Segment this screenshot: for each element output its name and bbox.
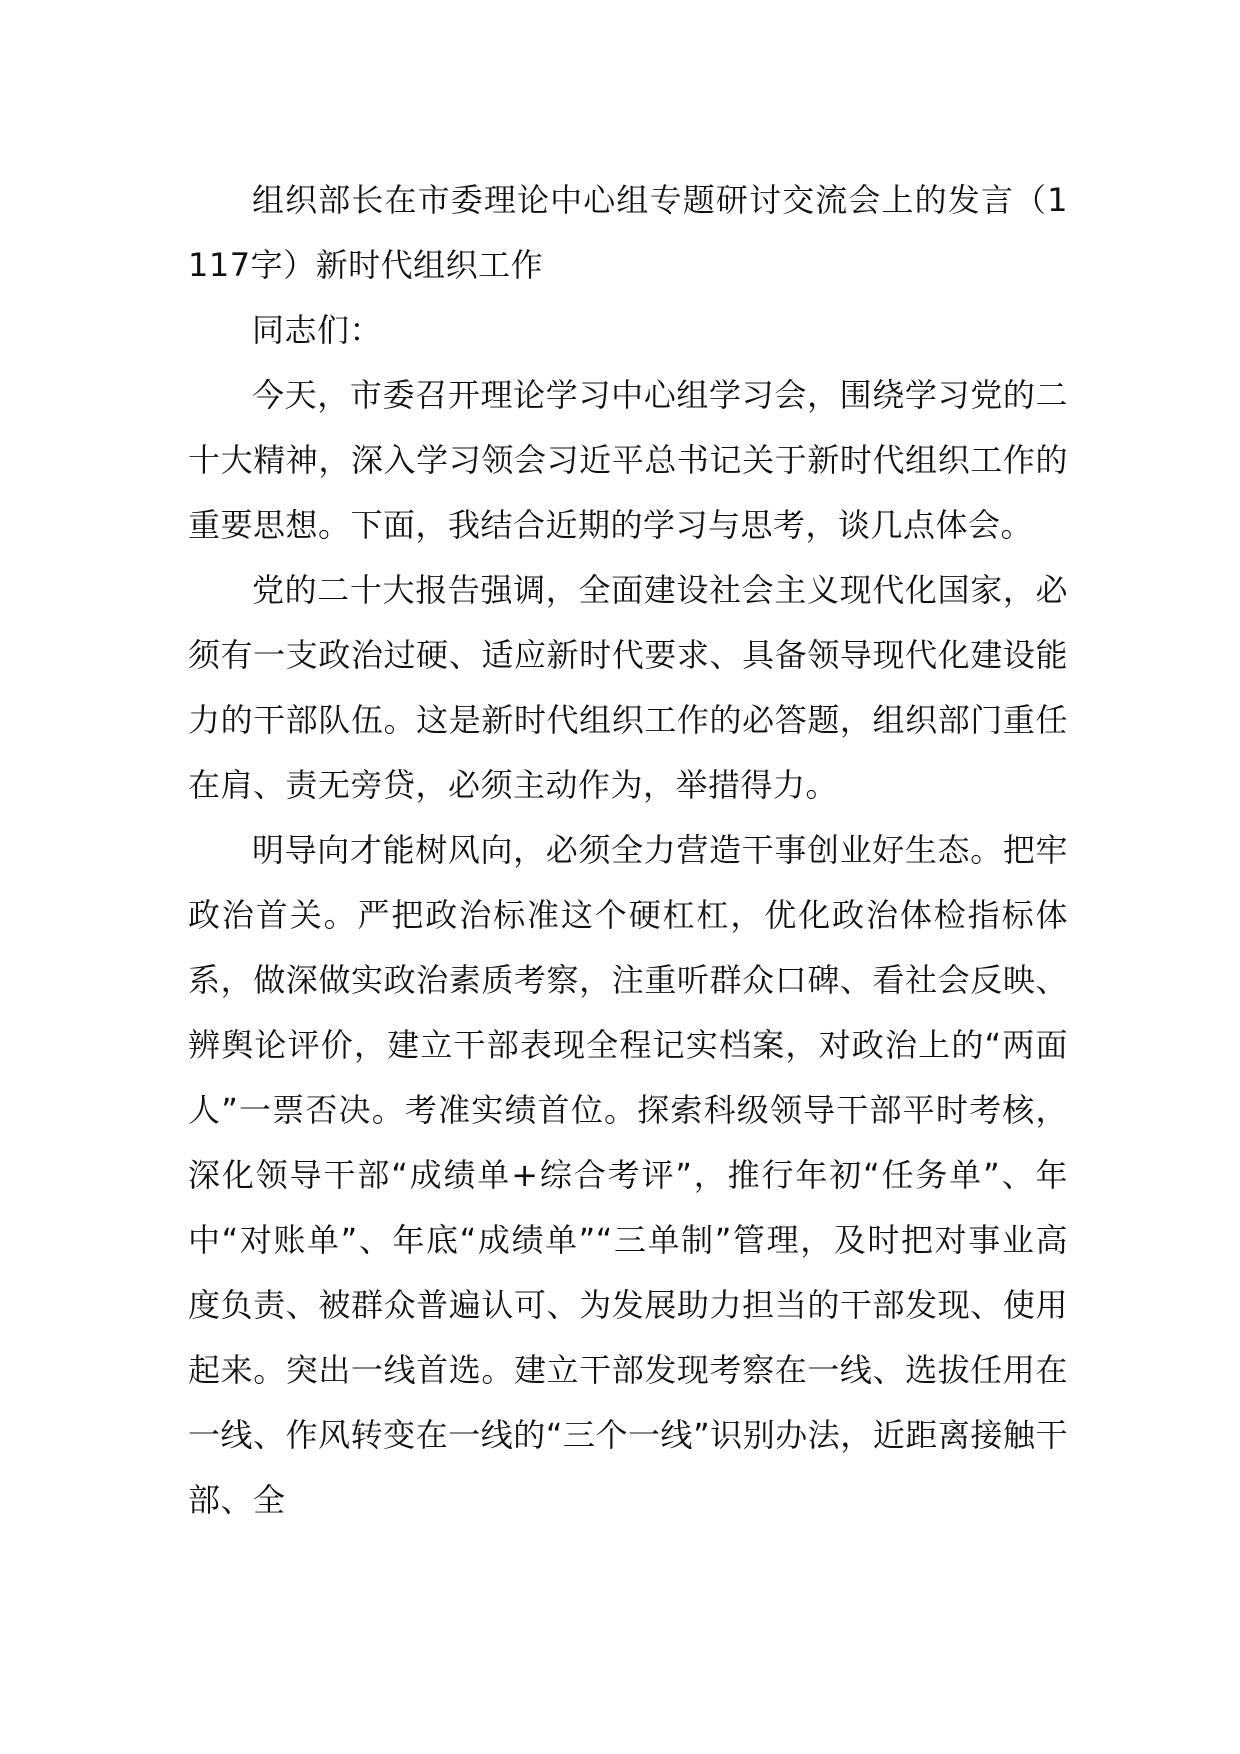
- paragraph-intro: 今天，市委召开理论学习中心组学习会，围绕学习党的二十大精神，深入学习领会习近平总书记关于新时代组织工作的重要思想。下面，我结合近期的学习与思考，谈几点体会。: [188, 376, 1068, 544]
- paragraph-guidance: 明导向才能树风向，必须全力营造干事创业好生态。把牢政治首关。严把政治标准这个硬杠杠，优化政治体检指标体系，做深做实政治素质考察，注重听群众口碑、看社会反映、辨舆论评价，建立干部表现全程记实档案，对政治上的“两面人”一票否决。考准实绩首位。探索科级领导干部平时考核，深化领导干部“成绩单+综合考评”，推行年初“任务单”、年中“对账单”、年底“成绩单”“三单制”管理，及时把对事业高度负责、被群众普遍认可、为发展助力担当的干部发现、使用起来。突出一线首选。建立干部发现考察在一线、选拔任用在一线、作风转变在一线的“三个一线”识别办法，近距离接触干部、全: [188, 831, 1068, 1519]
- paragraph-report: 党的二十大报告强调，全面建设社会主义现代化国家，必须有一支政治过硬、适应新时代要求、具备领导现代化建设能力的干部队伍。这是新时代组织工作的必答题，组织部门重任在肩、责无旁贷，必须主动作为，举措得力。: [188, 571, 1068, 804]
- document-title: 组织部长在市委理论中心组专题研讨交流会上的发言（1117字）新时代组织工作: [188, 181, 1068, 284]
- document-body: [188, 168, 1068, 1533]
- salutation: 同志们：: [252, 311, 383, 349]
